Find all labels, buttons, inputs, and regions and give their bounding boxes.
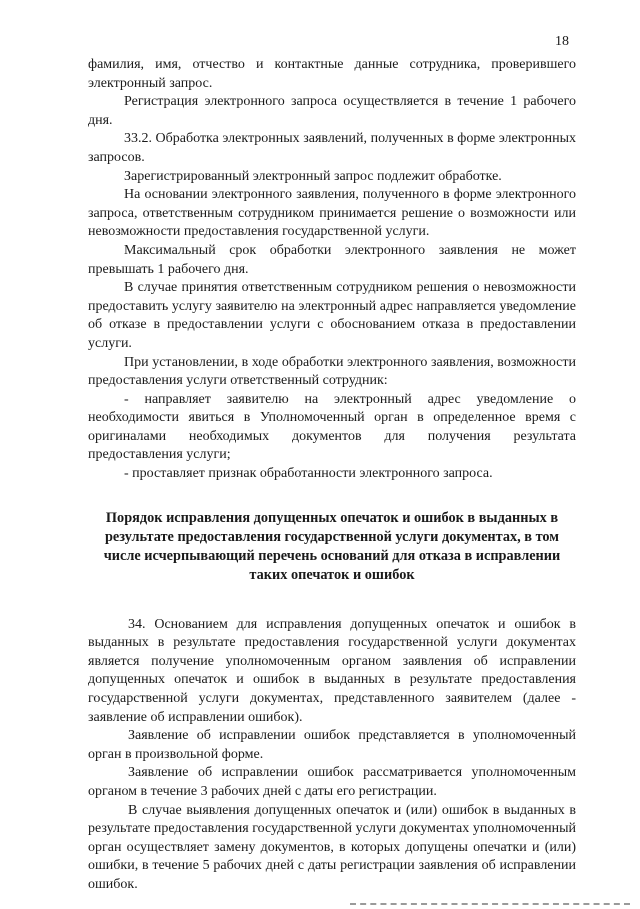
paragraph: В случае принятия ответственным сотрудником решения о невозможности предоставить услугу заявителю на электронный адрес направляется уведомление об отказе в предоставлении услуги с обоснованием отказа в предоставлении услуги. <box>88 280 576 351</box>
paragraph: Регистрация электронного запроса осуществляется в течение 1 рабочего дня. <box>88 94 576 128</box>
paragraph: 34. Основанием для исправления допущенных опечаток и ошибок в выданных в результате предоставления государственной услуги документах является получение уполномоченным органом заявления об исправлении допущенных опечаток и ошибок в выданных в результате предоставления государственной услуги документах, представленного заявителем (далее - заявление об исправлении ошибок). <box>88 616 576 725</box>
section-34-text <box>88 616 576 895</box>
section-heading: Порядок исправления допущенных опечаток и ошибок в выданных в результате предоставления государственной услуги документах, в том числе исчерпывающий перечень оснований для отказа в исправлении таких опечаток и ошибок <box>103 509 561 583</box>
list-item: - направляет заявителю на электронный адрес уведомление о необходимости явиться в Уполномоченный орган в определенное время с оригиналами необходимых документов для получения результата предоставления услуги; <box>88 391 576 463</box>
paragraph: 33.2. Обработка электронных заявлений, полученных в форме электронных запросов. <box>88 131 576 165</box>
paragraph: Зарегистрированный электронный запрос подлежит обработке. <box>124 168 502 184</box>
paragraph: На основании электронного заявления, полученного в форме электронного запроса, ответственным сотрудником принимается решение о возможности или невозможности предоставления государственной услуги. <box>88 187 576 240</box>
scan-edge-marks <box>350 903 630 907</box>
paragraph: Максимальный срок обработки электронного заявления не может превышать 1 рабочего дня. <box>88 242 576 277</box>
page-number: 18 <box>555 34 569 49</box>
list-item: - проставляет признак обработанности электронного запроса. <box>124 466 493 482</box>
paragraph: Заявление об исправлении ошибок представляется в уполномоченный орган в произвольной форме. <box>88 728 576 762</box>
paragraph: фамилия, имя, отчество и контактные данные сотрудника, проверившего электронный запрос. <box>88 57 576 91</box>
paragraph: В случае выявления допущенных опечаток и (или) ошибок в выданных в результате предоставления государственной услуги документах уполномоченный орган осуществляет замену документов, в которых допущены опечатки и (или) ошибки, в течение 5 рабочих дней с даты регистрации заявления об исправлении ошибок. <box>88 802 576 892</box>
section-33-text <box>88 56 576 484</box>
paragraph: Заявление об исправлении ошибок рассматривается уполномоченным органом в течение 3 рабочих дней с даты его регистрации. <box>88 765 576 799</box>
document-body <box>88 56 576 895</box>
paragraph: При установлении, в ходе обработки электронного заявления, возможности предоставления услуги ответственный сотрудник: <box>88 354 576 389</box>
